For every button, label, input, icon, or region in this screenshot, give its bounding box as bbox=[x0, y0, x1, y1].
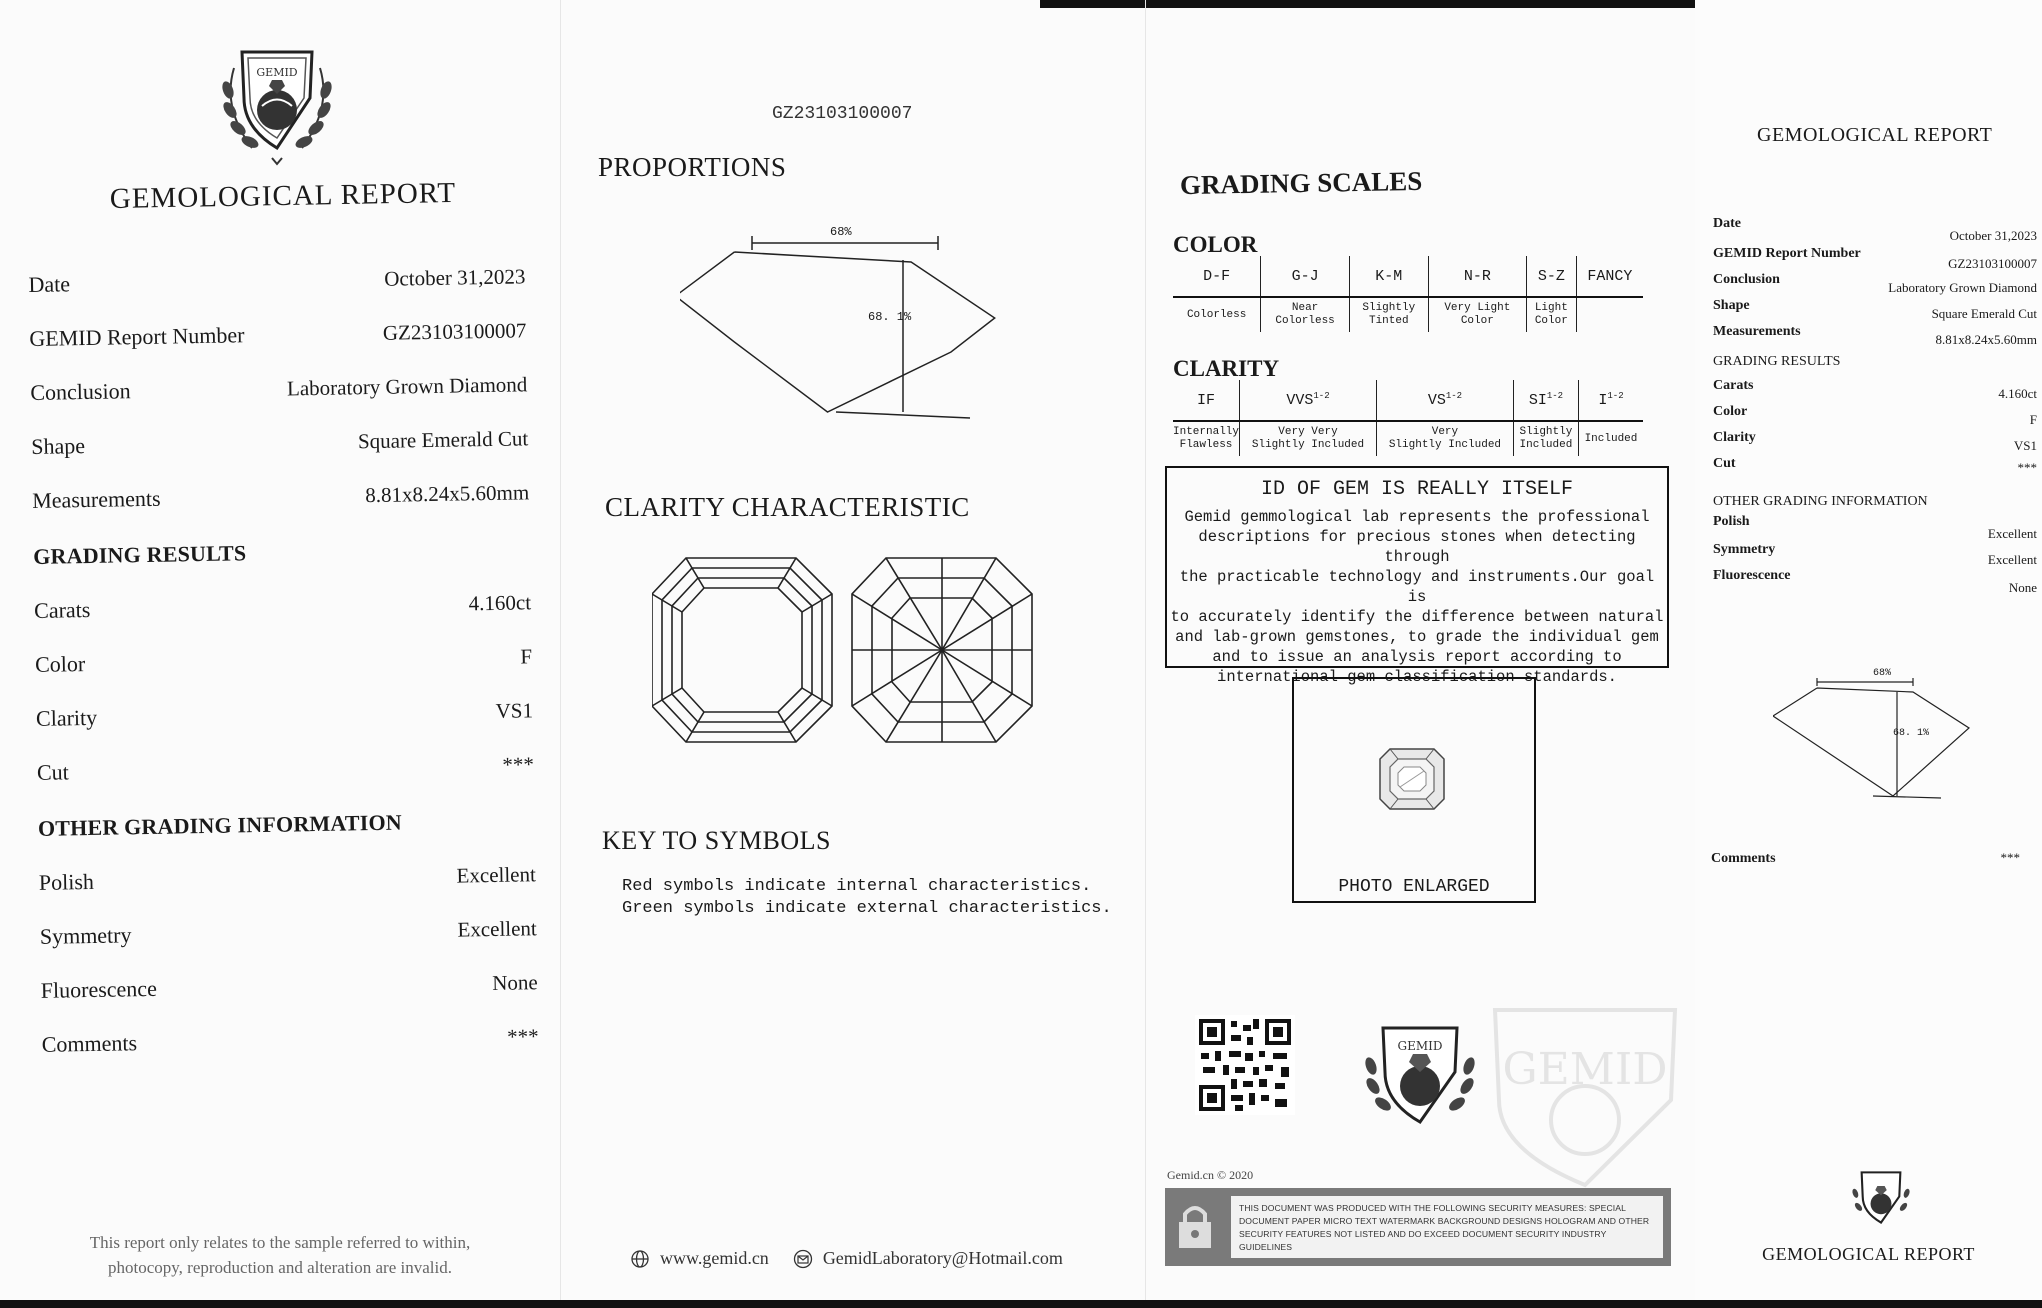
label-comments: Comments bbox=[41, 1030, 138, 1057]
clarity-grade: VS$^{1-2}$ bbox=[1376, 380, 1513, 421]
stub-gemid-logo-icon bbox=[1847, 1164, 1915, 1232]
value-fluorescence: None bbox=[492, 970, 538, 996]
value-comments: *** bbox=[506, 1024, 539, 1049]
label-conclusion: Conclusion bbox=[30, 378, 131, 405]
value-shape: Square Emerald Cut bbox=[357, 426, 529, 454]
security-text: THIS DOCUMENT WAS PRODUCED WITH THE FOLLOWING SECURITY MEASURES: SPECIAL DOCUMENT PAPER MICRO TEXT WATERMARK BACKGROUND DESIGNS HOLOGRAM AND OTHER SECURITY FEATURES NOT LISTED AND DO EXCEED DOCUMENT SECURITY INDUSTRY GUIDELINES bbox=[1231, 1196, 1663, 1258]
disclaimer-line-1: This report only relates to the sample referred to within, bbox=[89, 1233, 471, 1252]
value-color: F bbox=[520, 644, 533, 669]
stub-value-carats: 4.160ct bbox=[1998, 386, 2037, 401]
stub-label-measurements: Measurements bbox=[1713, 324, 1801, 339]
row-report-number bbox=[29, 317, 526, 352]
report-stub-panel bbox=[1695, 0, 2042, 1308]
value-symmetry: Excellent bbox=[457, 916, 537, 942]
stub-table-percentage: 68% bbox=[1873, 668, 1892, 679]
color-desc bbox=[1576, 297, 1643, 332]
color-desc: Very Light Color bbox=[1428, 297, 1526, 332]
clarity-desc: Included bbox=[1578, 421, 1643, 456]
stub-label-symmetry: Symmetry bbox=[1713, 542, 1776, 557]
table-percentage: 68% bbox=[830, 225, 852, 239]
qr-code-icon bbox=[1195, 1015, 1295, 1115]
clarity-scale-title: CLARITY bbox=[1173, 356, 1280, 381]
stub-label-polish: Polish bbox=[1713, 514, 1750, 529]
stub-footer-title: GEMOLOGICAL REPORT bbox=[1762, 1244, 1975, 1264]
stub-depth-percentage: 68. 1% bbox=[1893, 728, 1930, 739]
stub-value-symmetry: Excellent bbox=[1987, 552, 2037, 567]
stub-value-polish: Excellent bbox=[1987, 526, 2037, 541]
security-strip bbox=[1165, 1188, 1671, 1266]
row-conclusion bbox=[30, 371, 527, 406]
value-polish: Excellent bbox=[456, 862, 537, 888]
disclaimer bbox=[40, 1230, 520, 1280]
color-scale-title: COLOR bbox=[1173, 232, 1258, 257]
value-conclusion: Laboratory Grown Diamond bbox=[286, 372, 528, 401]
stub-label-fluorescence: Fluorescence bbox=[1713, 568, 1791, 583]
color-scale-table bbox=[1173, 256, 1643, 332]
value-clarity: VS1 bbox=[495, 698, 534, 723]
stub-value-fluorescence: None bbox=[2008, 580, 2037, 595]
photo-frame bbox=[1292, 677, 1536, 903]
proportions-title: PROPORTIONS bbox=[598, 152, 787, 182]
row-measurements bbox=[32, 479, 529, 514]
gemid-logo-icon bbox=[212, 38, 342, 166]
key-line-green: Green symbols indicate external characteristics. bbox=[622, 899, 1112, 918]
scan-edge-bottom bbox=[0, 1300, 2042, 1308]
copyright: Gemid.cn © 2020 bbox=[1167, 1168, 1254, 1182]
gemid-seal-icon bbox=[1355, 1010, 1485, 1140]
color-grade-row bbox=[1173, 256, 1643, 297]
key-line-red: Red symbols indicate internal characteristics. bbox=[622, 877, 1092, 896]
stub-value-clarity: VS1 bbox=[2013, 438, 2037, 453]
stub-value-cut: *** bbox=[2017, 460, 2037, 475]
clarity-desc-row bbox=[1173, 421, 1643, 456]
color-desc-row bbox=[1173, 297, 1643, 332]
lock-icon bbox=[1175, 1202, 1215, 1252]
other-grading-header: OTHER GRADING INFORMATION bbox=[37, 809, 403, 841]
color-desc: Slightly Tinted bbox=[1349, 297, 1428, 332]
stub-label-conclusion: Conclusion bbox=[1713, 272, 1780, 287]
stub-label-report-number: GEMID Report Number bbox=[1713, 246, 1861, 261]
stub-label-shape: Shape bbox=[1713, 298, 1750, 313]
report-number-header: GZ23103100007 bbox=[772, 104, 913, 124]
svg-text:GEMID: GEMID bbox=[1502, 1044, 1668, 1095]
grading-results-header: GRADING RESULTS bbox=[32, 540, 247, 569]
pavilion-view-icon bbox=[852, 558, 1032, 742]
stub-label-color: Color bbox=[1713, 404, 1748, 419]
label-report-number: GEMID Report Number bbox=[29, 322, 245, 351]
label-clarity: Clarity bbox=[35, 704, 98, 731]
watermark-shield-icon bbox=[1475, 1000, 1695, 1190]
label-symmetry: Symmetry bbox=[39, 922, 132, 949]
value-report-number: GZ23103100007 bbox=[382, 318, 527, 345]
row-cut bbox=[37, 751, 534, 786]
crown-view-icon bbox=[652, 558, 832, 742]
color-grade: S-Z bbox=[1526, 256, 1576, 297]
label-fluorescence: Fluorescence bbox=[40, 975, 158, 1003]
key-to-symbols-title: KEY TO SYMBOLS bbox=[602, 826, 832, 855]
stub-label-cut: Cut bbox=[1713, 456, 1736, 471]
svg-text:GEMID: GEMID bbox=[256, 66, 298, 79]
color-desc: Colorless bbox=[1173, 297, 1261, 332]
stub-row-comments bbox=[1711, 850, 2020, 867]
clarity-desc: Slightly Included bbox=[1513, 421, 1578, 456]
email-link[interactable]: GemidLaboratory@Hotmail.com bbox=[822, 1248, 1063, 1268]
website-link[interactable]: www.gemid.cn bbox=[660, 1248, 769, 1268]
row-symmetry bbox=[40, 915, 537, 950]
row-date bbox=[28, 263, 525, 298]
contact-line bbox=[630, 1248, 1063, 1269]
label-shape: Shape bbox=[31, 433, 86, 459]
stub-label-clarity: Clarity bbox=[1713, 430, 1756, 445]
id-statement-title: ID OF GEM IS REALLY ITSELF bbox=[1260, 478, 1574, 501]
value-date: October 31,2023 bbox=[384, 264, 526, 291]
row-comments bbox=[42, 1023, 539, 1058]
color-grade: G-J bbox=[1261, 256, 1350, 297]
stub-label-comments: Comments bbox=[1711, 851, 1776, 866]
value-carats: 4.160ct bbox=[468, 590, 532, 616]
stub-title: GEMOLOGICAL REPORT bbox=[1757, 124, 1993, 146]
value-measurements: 8.81x8.24x5.60mm bbox=[365, 480, 530, 508]
stub-value-measurements: 8.81x8.24x5.60mm bbox=[1935, 332, 2037, 347]
stub-value-conclusion: Laboratory Grown Diamond bbox=[1888, 280, 2037, 295]
stub-value-color: F bbox=[2029, 412, 2037, 427]
clarity-plot-diagram bbox=[652, 556, 1052, 748]
clarity-grade: IF bbox=[1173, 380, 1240, 421]
email-icon bbox=[793, 1249, 813, 1269]
diamond-photo-icon bbox=[1376, 743, 1448, 815]
row-color bbox=[35, 643, 532, 678]
row-shape bbox=[31, 425, 528, 460]
globe-icon bbox=[630, 1249, 650, 1269]
clarity-desc: Internally Flawless bbox=[1173, 421, 1240, 456]
background-watermark bbox=[1475, 1000, 1695, 1190]
stub-label-date: Date bbox=[1713, 216, 1741, 231]
proportions-diagram bbox=[680, 222, 1010, 422]
stub-value-shape: Square Emerald Cut bbox=[1931, 306, 2037, 321]
stub-label-carats: Carats bbox=[1713, 378, 1754, 393]
label-date: Date bbox=[28, 271, 71, 297]
color-grade: K-M bbox=[1349, 256, 1428, 297]
stub-proportions-diagram bbox=[1773, 668, 1983, 804]
color-desc: Near Colorless bbox=[1261, 297, 1350, 332]
clarity-desc: Very Slightly Included bbox=[1376, 421, 1513, 456]
main-report-panel bbox=[0, 0, 560, 1308]
row-carats bbox=[34, 589, 531, 624]
stub-value-comments: *** bbox=[2000, 850, 2020, 865]
label-color: Color bbox=[34, 651, 86, 677]
id-statement-box bbox=[1165, 466, 1669, 686]
depth-percentage: 68. 1% bbox=[868, 310, 912, 324]
clarity-characteristic-title: CLARITY CHARACTERISTIC bbox=[605, 492, 970, 522]
diagram-panel bbox=[560, 0, 1145, 1308]
photo-label: PHOTO ENLARGED bbox=[1338, 877, 1490, 897]
row-fluorescence bbox=[41, 969, 538, 1004]
grading-scales-panel bbox=[1145, 0, 1695, 1308]
label-cut: Cut bbox=[36, 759, 69, 785]
stub-other-header: OTHER GRADING INFORMATION bbox=[1713, 494, 1928, 509]
label-polish: Polish bbox=[38, 868, 95, 895]
grading-scales-title: GRADING SCALES bbox=[1179, 165, 1423, 201]
clarity-scale-table bbox=[1173, 380, 1643, 456]
stub-value-report-number: GZ23103100007 bbox=[1948, 256, 2037, 271]
clarity-grade: VVS$^{1-2}$ bbox=[1240, 380, 1377, 421]
clarity-grade: SI$^{1-2}$ bbox=[1513, 380, 1578, 421]
disclaimer-line-2: photocopy, reproduction and alteration are invalid. bbox=[108, 1258, 452, 1277]
stub-value-date: October 31,2023 bbox=[1949, 228, 2037, 243]
report-title: GEMOLOGICAL REPORT bbox=[109, 176, 457, 216]
label-carats: Carats bbox=[33, 596, 91, 623]
clarity-grade-row bbox=[1173, 380, 1643, 421]
seal-text: GEMID bbox=[1397, 1039, 1443, 1053]
color-grade: D-F bbox=[1173, 256, 1261, 297]
color-desc: Light Color bbox=[1526, 297, 1576, 332]
row-clarity bbox=[36, 697, 533, 732]
identification-block bbox=[28, 249, 539, 1057]
stub-grading-header: GRADING RESULTS bbox=[1713, 354, 1841, 369]
row-polish bbox=[39, 861, 536, 896]
color-grade: FANCY bbox=[1576, 256, 1643, 297]
key-description bbox=[622, 876, 1112, 920]
clarity-grade: $I^{1-2}$ bbox=[1578, 380, 1643, 421]
label-measurements: Measurements bbox=[32, 485, 161, 513]
color-grade: N-R bbox=[1428, 256, 1526, 297]
clarity-desc: Very Very Slightly Included bbox=[1240, 421, 1377, 456]
value-cut: *** bbox=[502, 752, 535, 777]
id-statement-body: Gemid gemmological lab represents the professional descriptions for precious stones when detecting through the practicable technology and instruments.Our goal is to accurately identify the difference between natural and lab-grown gemstones, to grade the individual gem and to issue an analysis report according to international gem classification standards. bbox=[1170, 508, 1664, 686]
